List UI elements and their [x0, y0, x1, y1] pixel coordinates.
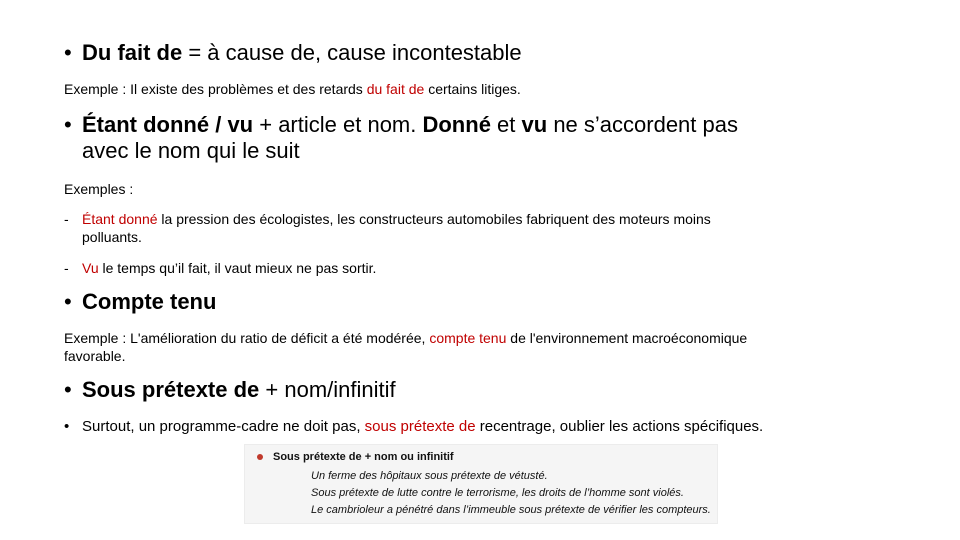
- image-example-line: Sous prétexte de lutte contre le terrorisme, les droits de l’homme sont violés.: [311, 487, 684, 499]
- example-du-fait-de: [64, 80, 521, 98]
- example-highlight: Vu: [82, 260, 99, 276]
- heading-etant-donne: [64, 112, 864, 164]
- example-compte-tenu: [64, 329, 904, 365]
- definition: = à cause de, cause incontestable: [182, 40, 522, 65]
- example-text: Exemple : Il existe des problèmes et des retards: [64, 81, 367, 97]
- heading-du-fait-de: [64, 40, 522, 66]
- bullet: •: [64, 112, 72, 137]
- example-text: polluants.: [82, 229, 142, 245]
- example-highlight: sous prétexte de: [364, 418, 476, 435]
- image-header-text: Sous prétexte de + nom ou infinitif: [273, 451, 454, 463]
- dash: -: [64, 211, 69, 227]
- term: Compte tenu: [82, 289, 217, 314]
- bullet: •: [64, 40, 72, 65]
- example-highlight: compte tenu: [429, 330, 507, 346]
- example-text: Surtout, un programme-cadre ne doit pas,: [82, 418, 365, 435]
- example-text: favorable.: [64, 348, 126, 364]
- example-sous-pretexte: [64, 418, 763, 436]
- definition: + article et nom.: [253, 112, 423, 137]
- example-highlight: Étant donné: [82, 211, 158, 227]
- term: Étant donné / vu: [82, 112, 254, 137]
- example-etant-donne: [64, 210, 844, 246]
- bullet: •: [64, 418, 70, 435]
- image-header: [257, 451, 454, 464]
- heading-compte-tenu: [64, 289, 216, 315]
- term: Sous prétexte de: [82, 377, 260, 402]
- definition: + nom/infinitif: [259, 377, 396, 402]
- definition: et: [490, 112, 522, 137]
- term: Donné: [422, 112, 491, 137]
- example-text: le temps qu’il fait, il vaut mieux ne pas sortir.: [98, 260, 377, 276]
- dash: -: [64, 260, 69, 276]
- embedded-example-image: [244, 444, 718, 524]
- example-vu: [64, 259, 376, 277]
- definition-line2: avec le nom qui le suit: [82, 138, 300, 163]
- definition: ne s’accordent pas: [547, 112, 738, 137]
- example-text: recentrage, oublier les actions spécifiques.: [475, 418, 764, 435]
- example-highlight: du fait de: [366, 81, 425, 97]
- heading-sous-pretexte: [64, 377, 396, 403]
- bullet: •: [64, 377, 72, 402]
- red-dot-icon: [257, 454, 263, 460]
- example-text: la pression des écologistes, les constructeurs automobiles fabriquent des moteurs moins: [157, 211, 711, 227]
- bullet: •: [64, 289, 72, 314]
- term: Du fait de: [82, 40, 183, 65]
- example-text: Exemple : L'amélioration du ratio de déficit a été modérée,: [64, 330, 430, 346]
- example-text: de l'environnement macroéconomique: [506, 330, 748, 346]
- image-example-line: Le cambrioleur a pénétré dans l’immeuble sous prétexte de vérifier les compteurs.: [311, 504, 711, 516]
- image-example-line: Un ferme des hôpitaux sous prétexte de vétusté.: [311, 470, 548, 482]
- example-text: certains litiges.: [424, 81, 521, 97]
- term: vu: [521, 112, 548, 137]
- examples-label: Exemples :: [64, 181, 134, 197]
